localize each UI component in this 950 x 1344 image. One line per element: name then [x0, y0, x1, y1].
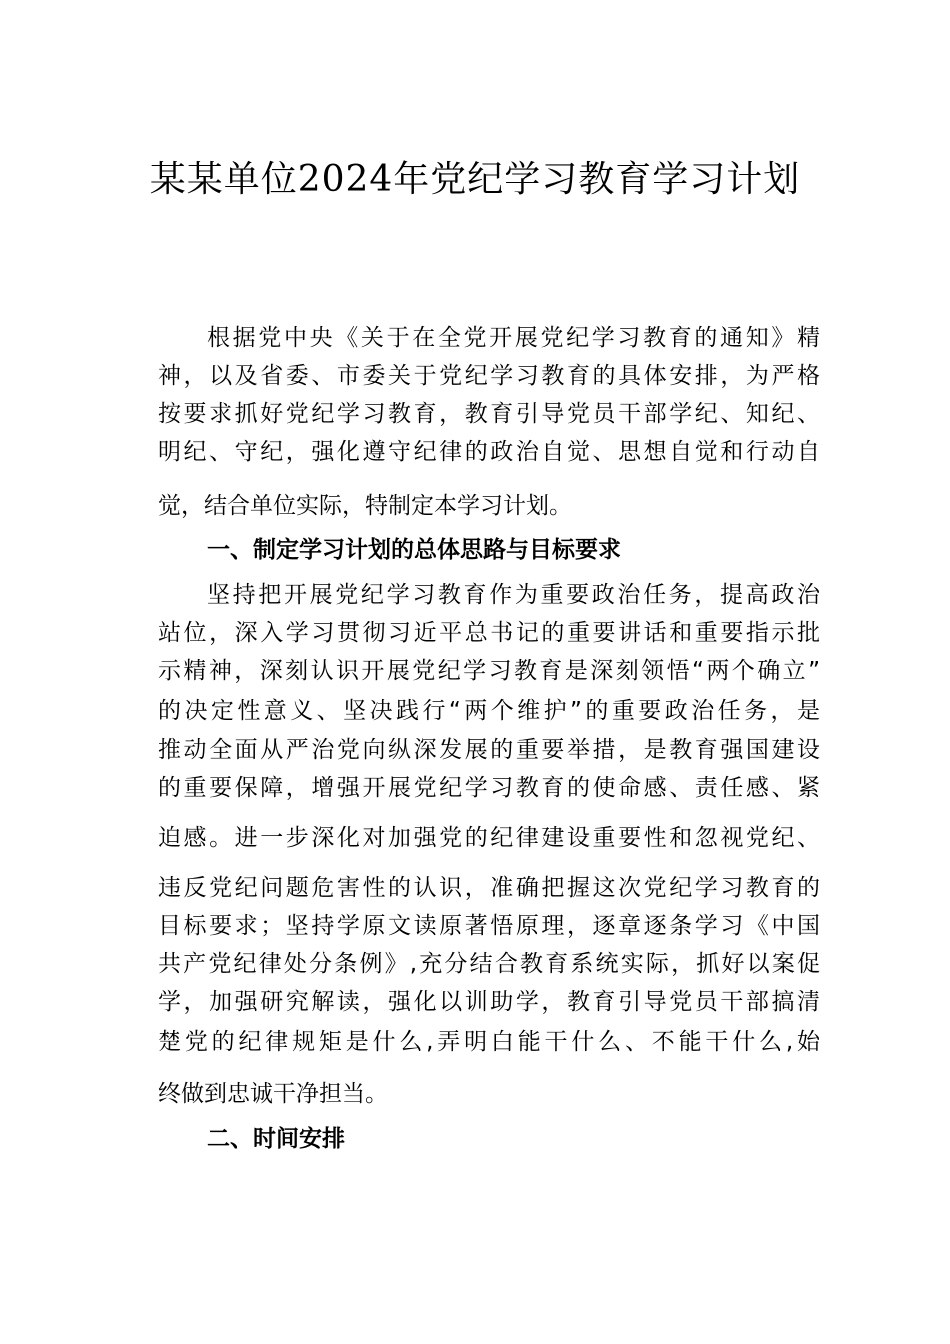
intro-line-3: 按要求抓好党纪学习教育，教育引导党员干部学纪、知纪、: [158, 401, 820, 427]
section1-line-8: 违反党纪问题危害性的认识，准确把握这次党纪学习教育的: [158, 875, 820, 901]
section1-line-2: 站位，深入学习贯彻习近平总书记的重要讲话和重要指示批: [158, 620, 820, 646]
section1-line-13: 终做到忠诚干净担当。: [158, 1081, 388, 1107]
section1-line-3: 示精神，深刻认识开展党纪学习教育是深刻领悟“两个确立”: [158, 658, 820, 684]
section1-line-5: 推动全面从严治党向纵深发展的重要举措，是教育强国建设: [158, 737, 820, 763]
section1-line-11: 学，加强研究解读，强化以训助学，教育引导党员干部搞清: [158, 989, 820, 1015]
intro-line-2: 神，以及省委、市委关于党纪学习教育的具体安排，为严格: [158, 363, 820, 389]
intro-line-1: 根据党中央《关于在全党开展党纪学习教育的通知》精: [207, 325, 820, 351]
document-title: 某某单位2024年党纪学习教育学习计划: [149, 159, 801, 200]
section1-line-6: 的重要保障，增强开展党纪学习教育的使命感、责任感、紧: [158, 775, 820, 801]
section-heading-1: 一、制定学习计划的总体思路与目标要求: [207, 537, 621, 563]
section1-line-7: 迫感。进一步深化对加强党的纪律建设重要性和忽视党纪、: [158, 825, 820, 851]
section1-line-1: 坚持把开展党纪学习教育作为重要政治任务，提高政治: [207, 582, 820, 608]
intro-line-4: 明纪、守纪，强化遵守纪律的政治自觉、思想自觉和行动自: [158, 439, 820, 465]
section1-line-4: 的决定性意义、坚决践行“两个维护”的重要政治任务，是: [158, 698, 820, 724]
intro-line-5: 觉，结合单位实际，特制定本学习计划。: [158, 493, 572, 519]
section1-line-10: 共产党纪律处分条例》,充分结合教育系统实际，抓好以案促: [158, 951, 820, 977]
section1-line-9: 目标要求；坚持学原文读原著悟原理，逐章逐条学习《中国: [158, 913, 820, 939]
section-heading-2: 二、时间安排: [207, 1126, 345, 1152]
section1-line-12: 楚党的纪律规矩是什么,弄明白能干什么、不能干什么,始: [158, 1029, 820, 1055]
